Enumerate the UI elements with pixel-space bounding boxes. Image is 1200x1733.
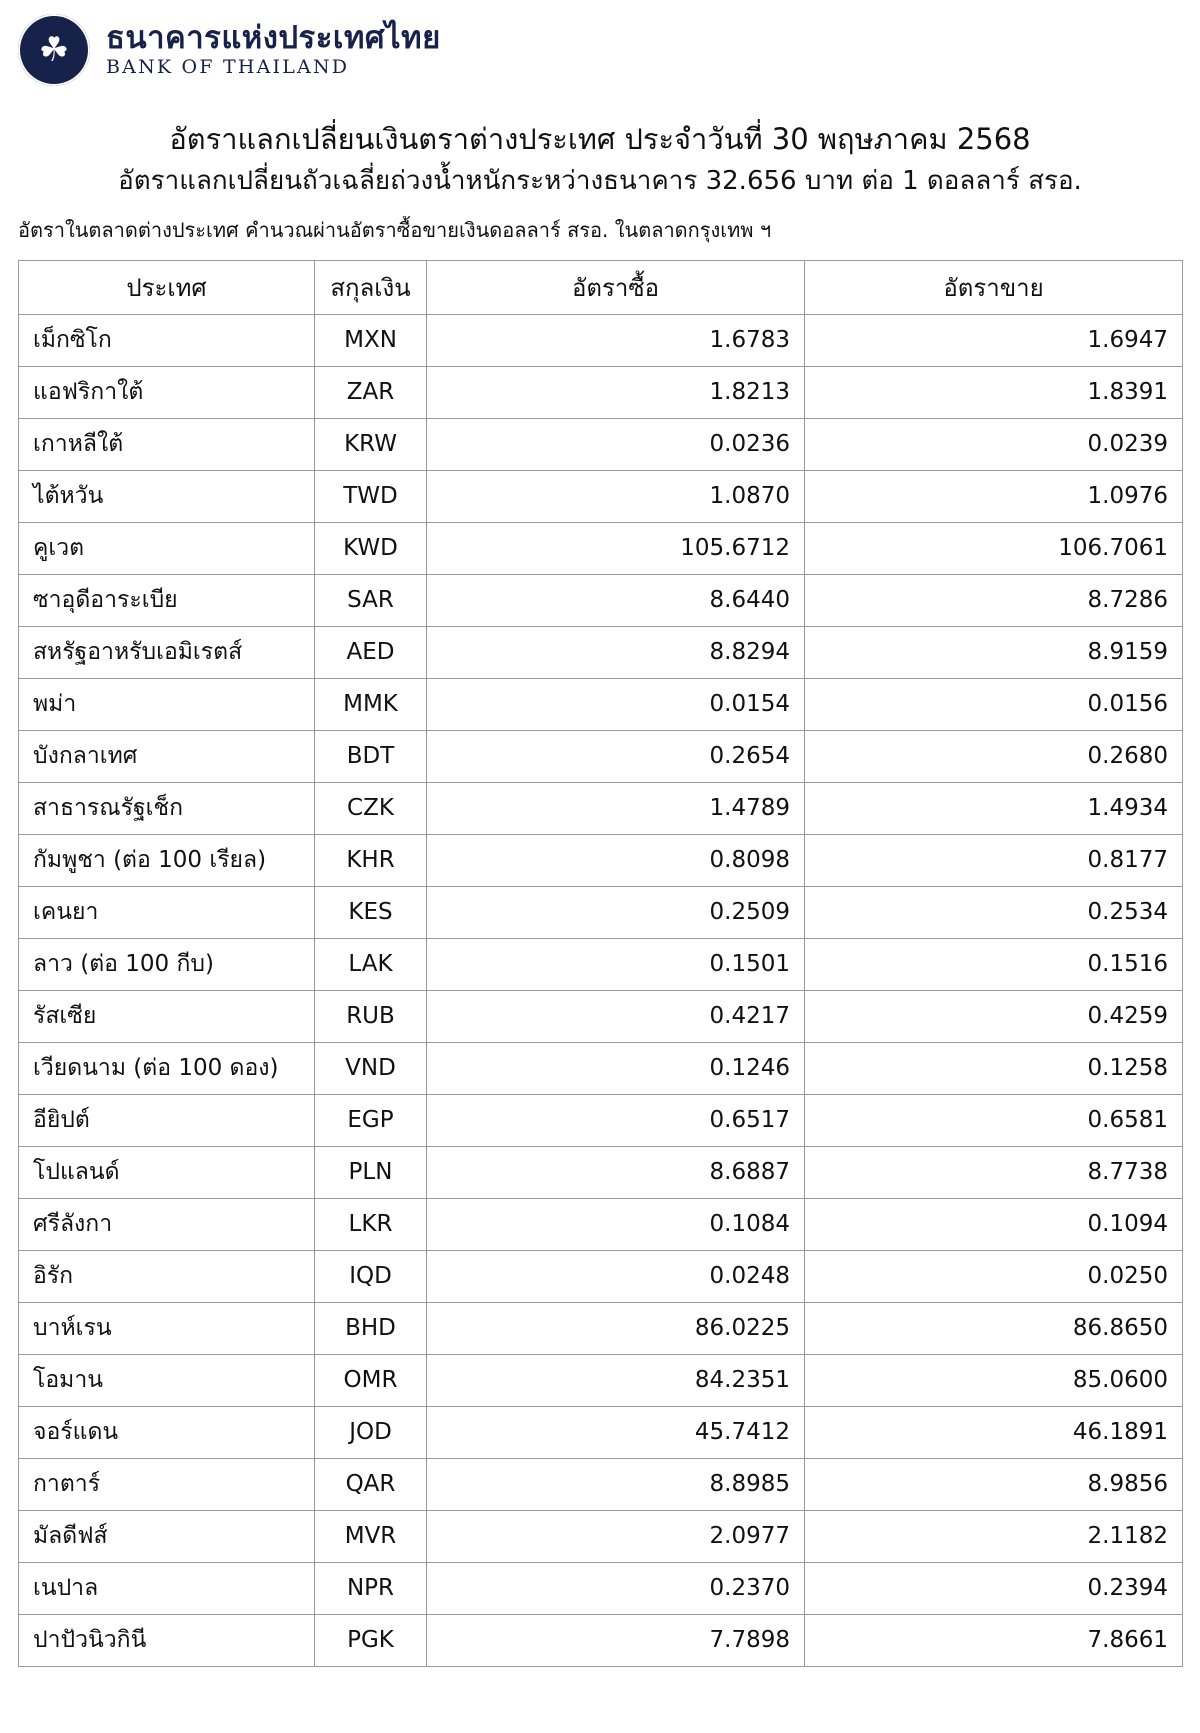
cell-selling-rate: 106.7061: [805, 522, 1183, 574]
cell-currency-code: TWD: [315, 470, 427, 522]
cell-currency-code: IQD: [315, 1250, 427, 1302]
cell-buying-rate: 2.0977: [427, 1510, 805, 1562]
cell-buying-rate: 0.4217: [427, 990, 805, 1042]
cell-selling-rate: 8.9159: [805, 626, 1183, 678]
cell-selling-rate: 0.0156: [805, 678, 1183, 730]
column-header-currency: สกุลเงิน: [315, 260, 427, 314]
cell-buying-rate: 0.2654: [427, 730, 805, 782]
cell-buying-rate: 84.2351: [427, 1354, 805, 1406]
cell-currency-code: PGK: [315, 1614, 427, 1666]
cell-country: โปแลนด์: [19, 1146, 315, 1198]
cell-selling-rate: 0.2534: [805, 886, 1183, 938]
cell-country: ศรีลังกา: [19, 1198, 315, 1250]
cell-selling-rate: 0.1516: [805, 938, 1183, 990]
cell-currency-code: MXN: [315, 314, 427, 366]
table-row: [19, 886, 1183, 938]
table-row: [19, 522, 1183, 574]
cell-country: บาห์เรน: [19, 1302, 315, 1354]
table-row: [19, 990, 1183, 1042]
cell-buying-rate: 0.0248: [427, 1250, 805, 1302]
cell-selling-rate: 86.8650: [805, 1302, 1183, 1354]
cell-currency-code: KRW: [315, 418, 427, 470]
cell-currency-code: RUB: [315, 990, 427, 1042]
table-row: [19, 366, 1183, 418]
cell-selling-rate: 8.9856: [805, 1458, 1183, 1510]
cell-buying-rate: 8.8985: [427, 1458, 805, 1510]
document-header: [0, 0, 1200, 86]
page-subtitle: อัตราแลกเปลี่ยนถัวเฉลี่ยถ่วงน้ำหนักระหว่างธนาคาร 32.656 บาท ต่อ 1 ดอลลาร์ สรอ.: [118, 166, 1082, 197]
cell-currency-code: OMR: [315, 1354, 427, 1406]
exchange-rate-table-wrapper: [18, 260, 1182, 1667]
cell-currency-code: MMK: [315, 678, 427, 730]
table-row: [19, 1614, 1183, 1666]
cell-selling-rate: 1.8391: [805, 366, 1183, 418]
cell-currency-code: KWD: [315, 522, 427, 574]
cell-country: กาตาร์: [19, 1458, 315, 1510]
cell-currency-code: LKR: [315, 1198, 427, 1250]
table-row: [19, 1510, 1183, 1562]
cell-buying-rate: 1.4789: [427, 782, 805, 834]
cell-selling-rate: 0.0239: [805, 418, 1183, 470]
cell-country: ลาว (ต่อ 100 กีบ): [19, 938, 315, 990]
cell-country: พม่า: [19, 678, 315, 730]
cell-buying-rate: 0.0236: [427, 418, 805, 470]
cell-country: มัลดีฟส์: [19, 1510, 315, 1562]
cell-buying-rate: 8.6440: [427, 574, 805, 626]
column-header-country: ประเทศ: [19, 260, 315, 314]
cell-buying-rate: 8.8294: [427, 626, 805, 678]
table-row: [19, 314, 1183, 366]
cell-currency-code: CZK: [315, 782, 427, 834]
cell-currency-code: VND: [315, 1042, 427, 1094]
cell-selling-rate: 0.0250: [805, 1250, 1183, 1302]
table-row: [19, 1406, 1183, 1458]
cell-country: สหรัฐอาหรับเอมิเรตส์: [19, 626, 315, 678]
cell-buying-rate: 0.2509: [427, 886, 805, 938]
table-row: [19, 782, 1183, 834]
cell-selling-rate: 85.0600: [805, 1354, 1183, 1406]
cell-buying-rate: 1.0870: [427, 470, 805, 522]
cell-country: เคนยา: [19, 886, 315, 938]
cell-country: อียิปต์: [19, 1094, 315, 1146]
cell-country: โอมาน: [19, 1354, 315, 1406]
seal-figure-glyph: ☘: [38, 30, 70, 70]
bank-of-thailand-seal-icon: [18, 14, 90, 86]
cell-selling-rate: 7.8661: [805, 1614, 1183, 1666]
cell-buying-rate: 1.8213: [427, 366, 805, 418]
cell-selling-rate: 0.1094: [805, 1198, 1183, 1250]
cell-selling-rate: 0.1258: [805, 1042, 1183, 1094]
cell-currency-code: ZAR: [315, 366, 427, 418]
cell-country: ไต้หวัน: [19, 470, 315, 522]
cell-buying-rate: 0.2370: [427, 1562, 805, 1614]
table-row: [19, 678, 1183, 730]
cell-selling-rate: 1.0976: [805, 470, 1183, 522]
cell-country: เวียดนาม (ต่อ 100 ดอง): [19, 1042, 315, 1094]
cell-country: คูเวต: [19, 522, 315, 574]
cell-selling-rate: 0.8177: [805, 834, 1183, 886]
cell-currency-code: MVR: [315, 1510, 427, 1562]
cell-country: จอร์แดน: [19, 1406, 315, 1458]
cell-buying-rate: 45.7412: [427, 1406, 805, 1458]
table-row: [19, 1562, 1183, 1614]
cell-buying-rate: 0.0154: [427, 678, 805, 730]
table-row: [19, 470, 1183, 522]
table-row: [19, 626, 1183, 678]
table-row: [19, 1094, 1183, 1146]
table-header: [19, 260, 1183, 314]
table-row: [19, 730, 1183, 782]
cell-buying-rate: 7.7898: [427, 1614, 805, 1666]
cell-selling-rate: 0.2394: [805, 1562, 1183, 1614]
table-row: [19, 1250, 1183, 1302]
cell-country: เนปาล: [19, 1562, 315, 1614]
cell-selling-rate: 0.2680: [805, 730, 1183, 782]
cell-country: กัมพูชา (ต่อ 100 เรียล): [19, 834, 315, 886]
table-row: [19, 418, 1183, 470]
page-title: อัตราแลกเปลี่ยนเงินตราต่างประเทศ ประจำวันที่ 30 พฤษภาคม 2568: [169, 122, 1031, 156]
cell-country: บังกลาเทศ: [19, 730, 315, 782]
cell-selling-rate: 46.1891: [805, 1406, 1183, 1458]
table-row: [19, 1042, 1183, 1094]
cell-currency-code: NPR: [315, 1562, 427, 1614]
cell-currency-code: KES: [315, 886, 427, 938]
table-header-row: [19, 260, 1183, 314]
table-row: [19, 834, 1183, 886]
cell-currency-code: EGP: [315, 1094, 427, 1146]
bank-name-block: [106, 19, 441, 79]
table-row: [19, 938, 1183, 990]
cell-country: เกาหลีใต้: [19, 418, 315, 470]
column-header-selling-rate: อัตราขาย: [805, 260, 1183, 314]
table-row: [19, 1354, 1183, 1406]
cell-currency-code: KHR: [315, 834, 427, 886]
cell-country: ปาปัวนิวกินี: [19, 1614, 315, 1666]
cell-buying-rate: 0.6517: [427, 1094, 805, 1146]
cell-country: รัสเซีย: [19, 990, 315, 1042]
cell-selling-rate: 0.6581: [805, 1094, 1183, 1146]
cell-currency-code: LAK: [315, 938, 427, 990]
cell-buying-rate: 0.1084: [427, 1198, 805, 1250]
cell-selling-rate: 8.7738: [805, 1146, 1183, 1198]
cell-currency-code: PLN: [315, 1146, 427, 1198]
cell-selling-rate: 1.4934: [805, 782, 1183, 834]
cell-selling-rate: 2.1182: [805, 1510, 1183, 1562]
cell-buying-rate: 0.8098: [427, 834, 805, 886]
table-row: [19, 1146, 1183, 1198]
title-block: [0, 120, 1200, 200]
cell-country: สาธารณรัฐเช็ก: [19, 782, 315, 834]
cell-currency-code: SAR: [315, 574, 427, 626]
cell-selling-rate: 0.4259: [805, 990, 1183, 1042]
cell-selling-rate: 1.6947: [805, 314, 1183, 366]
bank-name-english: BANK OF THAILAND: [106, 56, 350, 79]
table-row: [19, 1458, 1183, 1510]
cell-currency-code: AED: [315, 626, 427, 678]
exchange-rate-table: [18, 260, 1183, 1667]
table-row: [19, 574, 1183, 626]
cell-buying-rate: 105.6712: [427, 522, 805, 574]
rate-source-note: อัตราในตลาดต่างประเทศ คำนวณผ่านอัตราซื้อขายเงินดอลลาร์ สรอ. ในตลาดกรุงเทพ ฯ: [18, 217, 772, 242]
cell-currency-code: QAR: [315, 1458, 427, 1510]
cell-country: ซาอุดีอาระเบีย: [19, 574, 315, 626]
cell-currency-code: JOD: [315, 1406, 427, 1458]
cell-currency-code: BHD: [315, 1302, 427, 1354]
cell-country: อิรัก: [19, 1250, 315, 1302]
cell-buying-rate: 0.1246: [427, 1042, 805, 1094]
table-body: [19, 314, 1183, 1666]
table-row: [19, 1302, 1183, 1354]
bank-name-thai: ธนาคารแห่งประเทศไทย: [106, 19, 441, 56]
table-row: [19, 1198, 1183, 1250]
cell-country: เม็กซิโก: [19, 314, 315, 366]
cell-buying-rate: 8.6887: [427, 1146, 805, 1198]
cell-buying-rate: 86.0225: [427, 1302, 805, 1354]
cell-selling-rate: 8.7286: [805, 574, 1183, 626]
cell-buying-rate: 0.1501: [427, 938, 805, 990]
column-header-buying-rate: อัตราซื้อ: [427, 260, 805, 314]
cell-currency-code: BDT: [315, 730, 427, 782]
cell-buying-rate: 1.6783: [427, 314, 805, 366]
cell-country: แอฟริกาใต้: [19, 366, 315, 418]
